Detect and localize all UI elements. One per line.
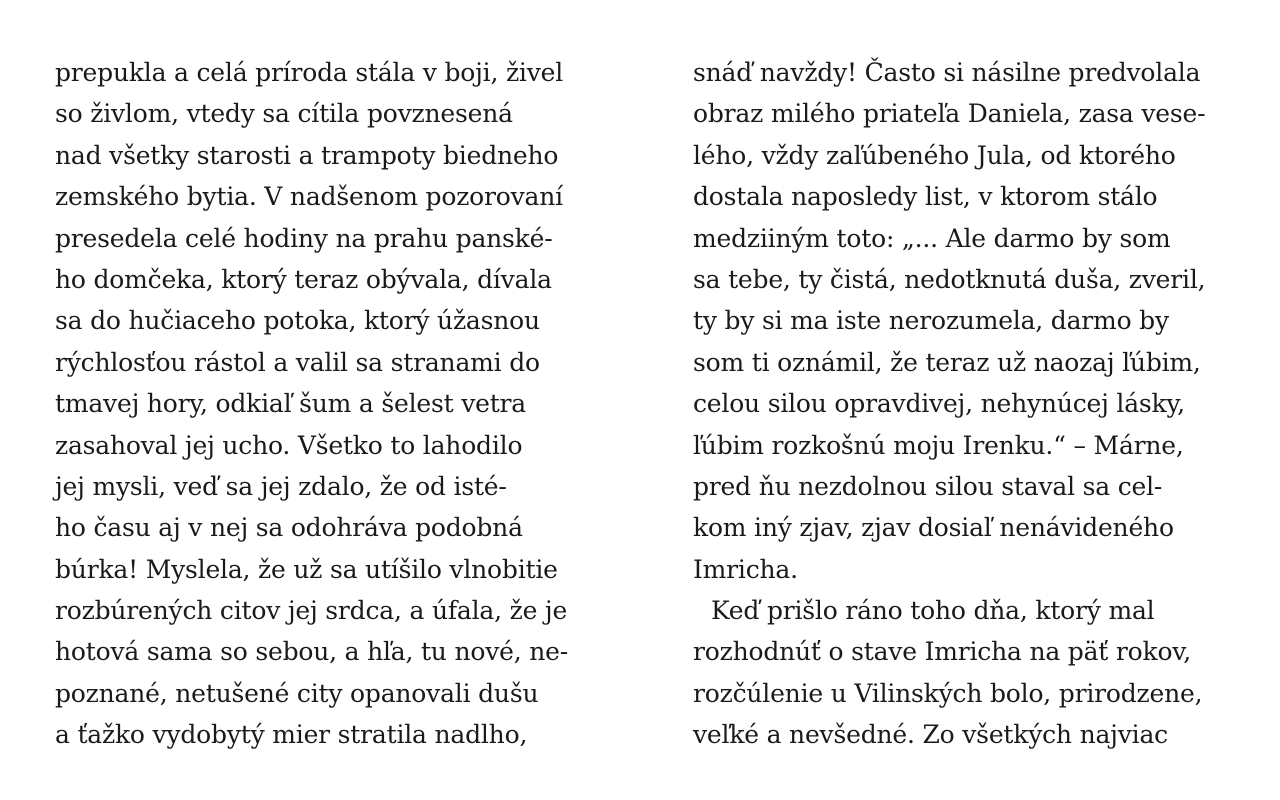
text-line: som ti oznámil, že teraz už naozaj ľúbim, <box>693 347 1201 377</box>
paragraph-start-line: Keď prišlo ráno toho dňa, ktorý mal <box>711 596 1155 626</box>
text-line: a ťažko vydobytý mier stratila nadlho, <box>55 720 528 750</box>
text-line: tmavej hory, odkiaľ šum a šelest vetra <box>55 389 527 419</box>
text-line: prepukla a celá príroda stála v boji, živel <box>55 58 564 87</box>
text-line: presedela celé hodiny na prahu panské- <box>55 223 553 253</box>
text-line: poznané, netušené city opanovali dušu <box>55 678 539 708</box>
text-line: kom iný zjav, zjav dosiaľ nenávideného <box>693 513 1174 543</box>
text-line: ho domčeka, ktorý teraz obývala, dívala <box>55 264 552 294</box>
text-line: lého, vždy zaľúbeného Jula, od ktorého <box>693 140 1176 170</box>
text-line: ho času aj v nej sa odohráva podobná <box>55 513 523 543</box>
text-line: veľké a nevšedné. Zo všetkých najviac <box>693 720 1168 750</box>
text-line: rozbúrených citov jej srdca, a úfala, že je <box>55 596 568 626</box>
text-line: obraz milého priateľa Daniela, zasa vese- <box>693 99 1206 129</box>
text-line: búrka! Myslela, že už sa utíšilo vlnobitie <box>55 554 558 584</box>
text-line: ty by si ma iste nerozumela, darmo by <box>693 306 1169 336</box>
text-line: sa tebe, ty čistá, nedotknutá duša, zveril, <box>693 264 1206 294</box>
text-line: rozhodnúť o stave Imricha na päť rokov, <box>693 637 1192 667</box>
text-line: snáď navždy! Často si násilne predvolala <box>693 58 1201 87</box>
text-line: nad všetky starosti a trampoty biedneho <box>55 140 559 170</box>
text-line: sa do hučiaceho potoka, ktorý úžasnou <box>55 306 540 336</box>
text-line: rýchlosťou rástol a valil sa stranami do <box>55 347 540 377</box>
text-line: rozčúlenie u Vilinských bolo, prirodzene, <box>693 678 1203 708</box>
text-line: hotová sama so sebou, a hľa, tu nové, ne- <box>55 637 568 667</box>
right-page <box>693 52 1253 756</box>
left-page <box>55 52 615 756</box>
text-line: ľúbim rozkošnú moju Irenku.“ – Márne, <box>693 430 1184 460</box>
text-line: celou silou opravdivej, nehynúcej lásky, <box>693 389 1185 419</box>
text-line: dostala naposledy list, v ktorom stálo <box>693 182 1158 212</box>
text-line: Imricha. <box>693 554 798 584</box>
text-line: pred ňu nezdolnou silou staval sa cel- <box>693 471 1163 501</box>
text-line: zasahoval jej ucho. Všetko to lahodilo <box>55 430 523 460</box>
text-line: medziiným toto: „... Ale darmo by som <box>693 223 1171 253</box>
text-line: so živlom, vtedy sa cítila povznesená <box>55 99 513 129</box>
text-line: zemského bytia. V nadšenom pozorovaní <box>55 182 563 212</box>
text-line: jej mysli, veď sa jej zdalo, že od isté- <box>55 471 507 501</box>
